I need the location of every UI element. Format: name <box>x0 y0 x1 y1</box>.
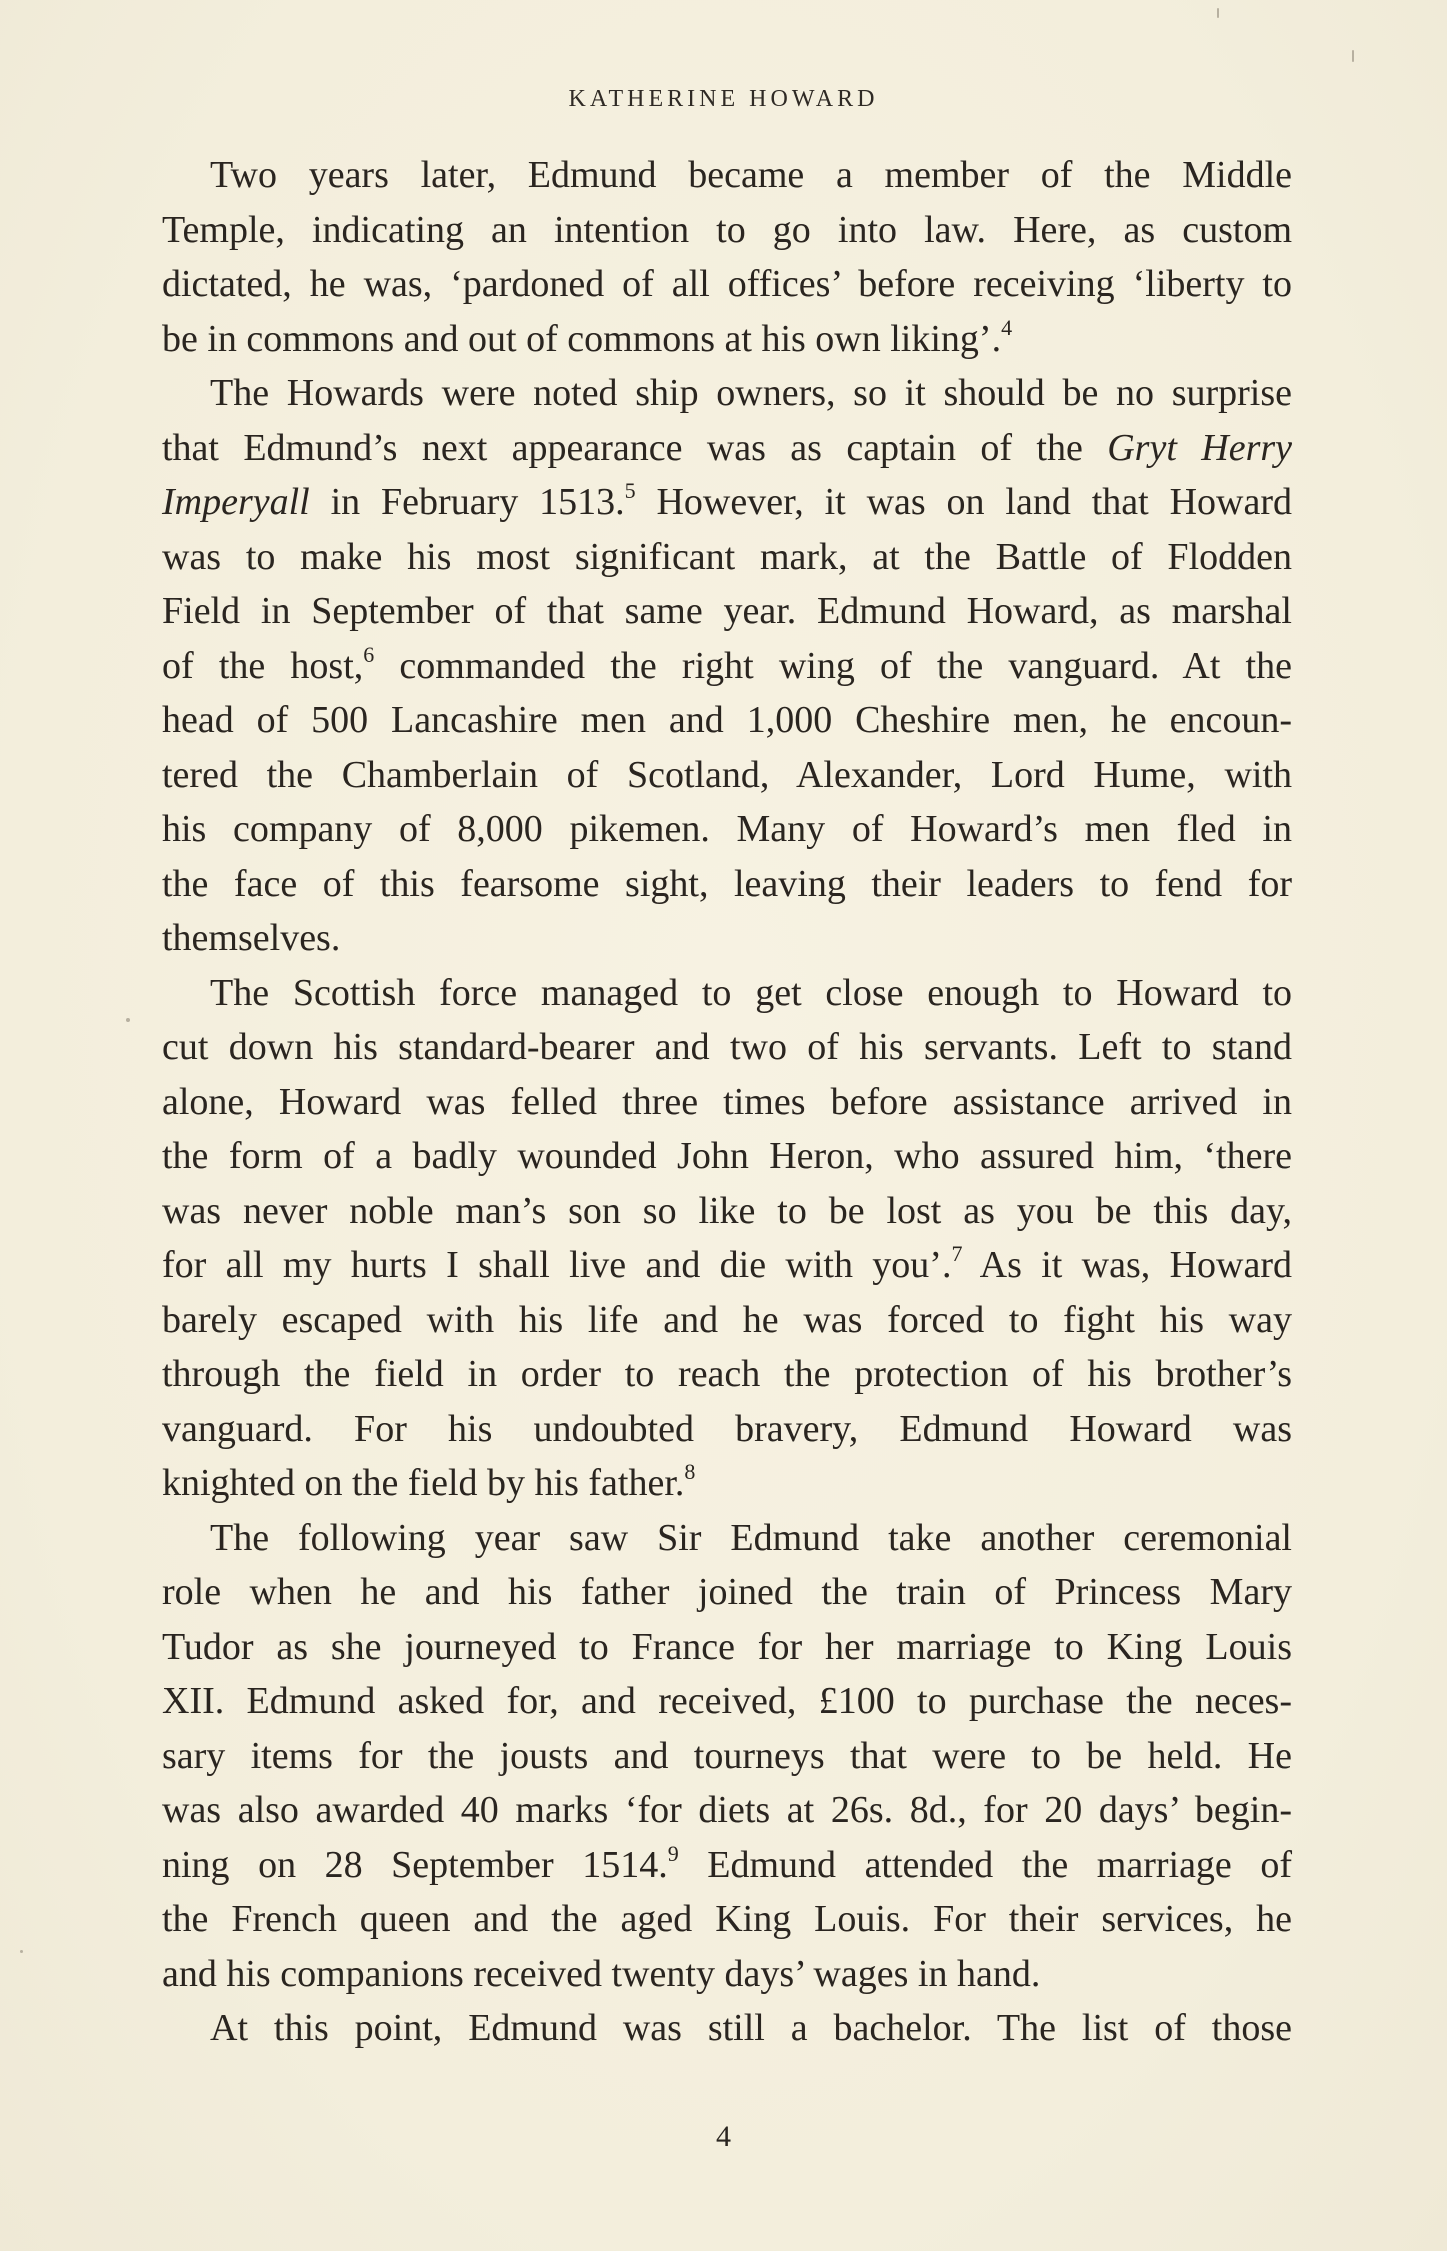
text-line <box>162 530 1292 585</box>
line-text: ning on 28 September 1514. <box>162 1843 668 1886</box>
line-text: through the field in order to reach the protection of his brother’s <box>162 1353 1292 1395</box>
line-text: sary items for the jousts and tourneys that were to be held. He <box>162 1734 1292 1777</box>
text-line <box>162 1947 1292 2002</box>
paragraph <box>162 966 1292 1511</box>
text-line <box>162 1456 1292 1511</box>
text-line <box>162 148 1292 203</box>
text-line <box>162 1238 1292 1293</box>
line-text: Edmund attended the marriage of <box>678 1843 1292 1886</box>
paper-speck <box>126 1018 130 1022</box>
text-line <box>162 1184 1292 1239</box>
line-text: be in commons and out of commons at his own liking’. <box>162 317 1002 360</box>
text-line <box>162 1293 1292 1348</box>
text-line <box>162 584 1292 639</box>
paper-speck <box>20 1950 23 1953</box>
text-line <box>162 1674 1292 1729</box>
line-text: Temple, indicating an intention to go into law. Here, as custom <box>162 208 1292 251</box>
text-line <box>162 366 1292 421</box>
paragraph <box>162 1511 1292 2002</box>
footnote-marker: 9 <box>667 1840 679 1866</box>
line-text: dictated, he was, ‘pardoned of all offices’ before receiving ‘liberty to <box>162 263 1292 305</box>
line-text: At this point, Edmund was still a bachelor. The list of those <box>210 2007 1292 2049</box>
text-line <box>162 475 1292 530</box>
text-line <box>162 1838 1292 1893</box>
line-text: barely escaped with his life and he was forced to fight his way <box>162 1298 1292 1341</box>
line-text: The following year saw Sir Edmund take another ceremonial <box>210 1516 1292 1559</box>
line-text: role when he and his father joined the train of Princess Mary <box>162 1571 1292 1613</box>
line-text: was never noble man’s son so like to be lost as you be this day, <box>162 1189 1292 1232</box>
line-text: XII. Edmund asked for, and received, £100 to purchase the neces- <box>162 1680 1292 1722</box>
line-text: As it was, Howard <box>962 1244 1292 1286</box>
line-text: knighted on the field by his father. <box>162 1462 685 1504</box>
line-text: the face of this fearsome sight, leaving their leaders to fend for <box>162 862 1292 905</box>
line-text: was to make his most significant mark, at the Battle of Flodden <box>162 535 1292 578</box>
text-line <box>162 1129 1292 1184</box>
ship-name: Gryt Herry <box>1107 426 1293 469</box>
text-line <box>162 1729 1292 1784</box>
text-line <box>162 748 1292 803</box>
paragraph <box>162 2001 1292 2056</box>
text-line <box>162 1347 1292 1402</box>
text-line <box>162 966 1292 1021</box>
paragraph <box>162 366 1292 966</box>
text-line <box>162 421 1292 476</box>
body-text <box>162 148 1292 2056</box>
line-text: the form of a badly wounded John Heron, who assured him, ‘there <box>162 1135 1292 1177</box>
paper-speck <box>1217 8 1219 18</box>
line-text: commanded the right wing of the vanguard. At the <box>374 644 1292 687</box>
line-text: The Howards were noted ship owners, so it should be no surprise <box>210 372 1292 414</box>
text-line <box>162 1402 1292 1457</box>
line-text: Two years later, Edmund became a member of the Middle <box>210 154 1292 196</box>
line-text: for all my hurts I shall live and die with you’. <box>162 1244 952 1286</box>
text-line <box>162 693 1292 748</box>
running-head: KATHERINE HOWARD <box>568 86 879 112</box>
text-line <box>162 802 1292 857</box>
text-line <box>162 312 1292 367</box>
text-line <box>162 857 1292 912</box>
text-line <box>162 1892 1292 1947</box>
line-text: was also awarded 40 marks ‘for diets at 26s. 8d., for 20 days’ begin- <box>162 1789 1292 1831</box>
text-line <box>162 1511 1292 1566</box>
text-line <box>162 203 1292 258</box>
footnote-marker: 6 <box>363 641 375 667</box>
line-text: alone, Howard was felled three times before assistance arrived in <box>162 1080 1292 1123</box>
line-text: However, it was on land that Howard <box>635 481 1292 523</box>
line-text: Field in September of that same year. Edmund Howard, as marshal <box>162 590 1292 632</box>
line-text: head of 500 Lancashire men and 1,000 Cheshire men, he encoun- <box>162 699 1292 741</box>
line-text: vanguard. For his undoubted bravery, Edmund Howard was <box>162 1407 1292 1450</box>
line-text: his company of 8,000 pikemen. Many of Howard’s men fled in <box>162 808 1292 850</box>
line-text: of the host, <box>162 644 364 687</box>
line-text: themselves. <box>162 917 341 959</box>
text-line <box>162 639 1292 694</box>
text-line <box>162 1020 1292 1075</box>
text-line <box>162 1075 1292 1130</box>
page-number: 4 <box>716 2120 731 2153</box>
line-text: Tudor as she journeyed to France for her marriage to King Louis <box>162 1625 1292 1668</box>
footnote-marker: 4 <box>1001 314 1013 340</box>
text-line <box>162 1565 1292 1620</box>
footnote-marker: 5 <box>624 478 636 503</box>
text-line <box>162 257 1292 312</box>
text-line <box>162 1620 1292 1675</box>
text-line <box>162 1783 1292 1838</box>
paper-speck <box>1352 50 1354 62</box>
footnote-marker: 8 <box>684 1459 696 1484</box>
text-line <box>162 911 1292 966</box>
line-text: tered the Chamberlain of Scotland, Alexander, Lord Hume, with <box>162 753 1292 796</box>
line-text: cut down his standard-bearer and two of his servants. Left to stand <box>162 1026 1292 1068</box>
paragraph <box>162 148 1292 366</box>
line-text: that Edmund’s next appearance was as captain of the <box>162 426 1108 469</box>
line-text: and his companions received twenty days’ wages in hand. <box>162 1952 1041 1995</box>
line-text: The Scottish force managed to get close enough to Howard to <box>210 971 1292 1014</box>
line-text: in February 1513. <box>309 481 625 523</box>
footnote-marker: 7 <box>951 1241 963 1266</box>
text-line <box>162 2001 1292 2056</box>
ship-name: Imperyall <box>162 481 310 523</box>
line-text: the French queen and the aged King Louis. For their services, he <box>162 1898 1292 1940</box>
